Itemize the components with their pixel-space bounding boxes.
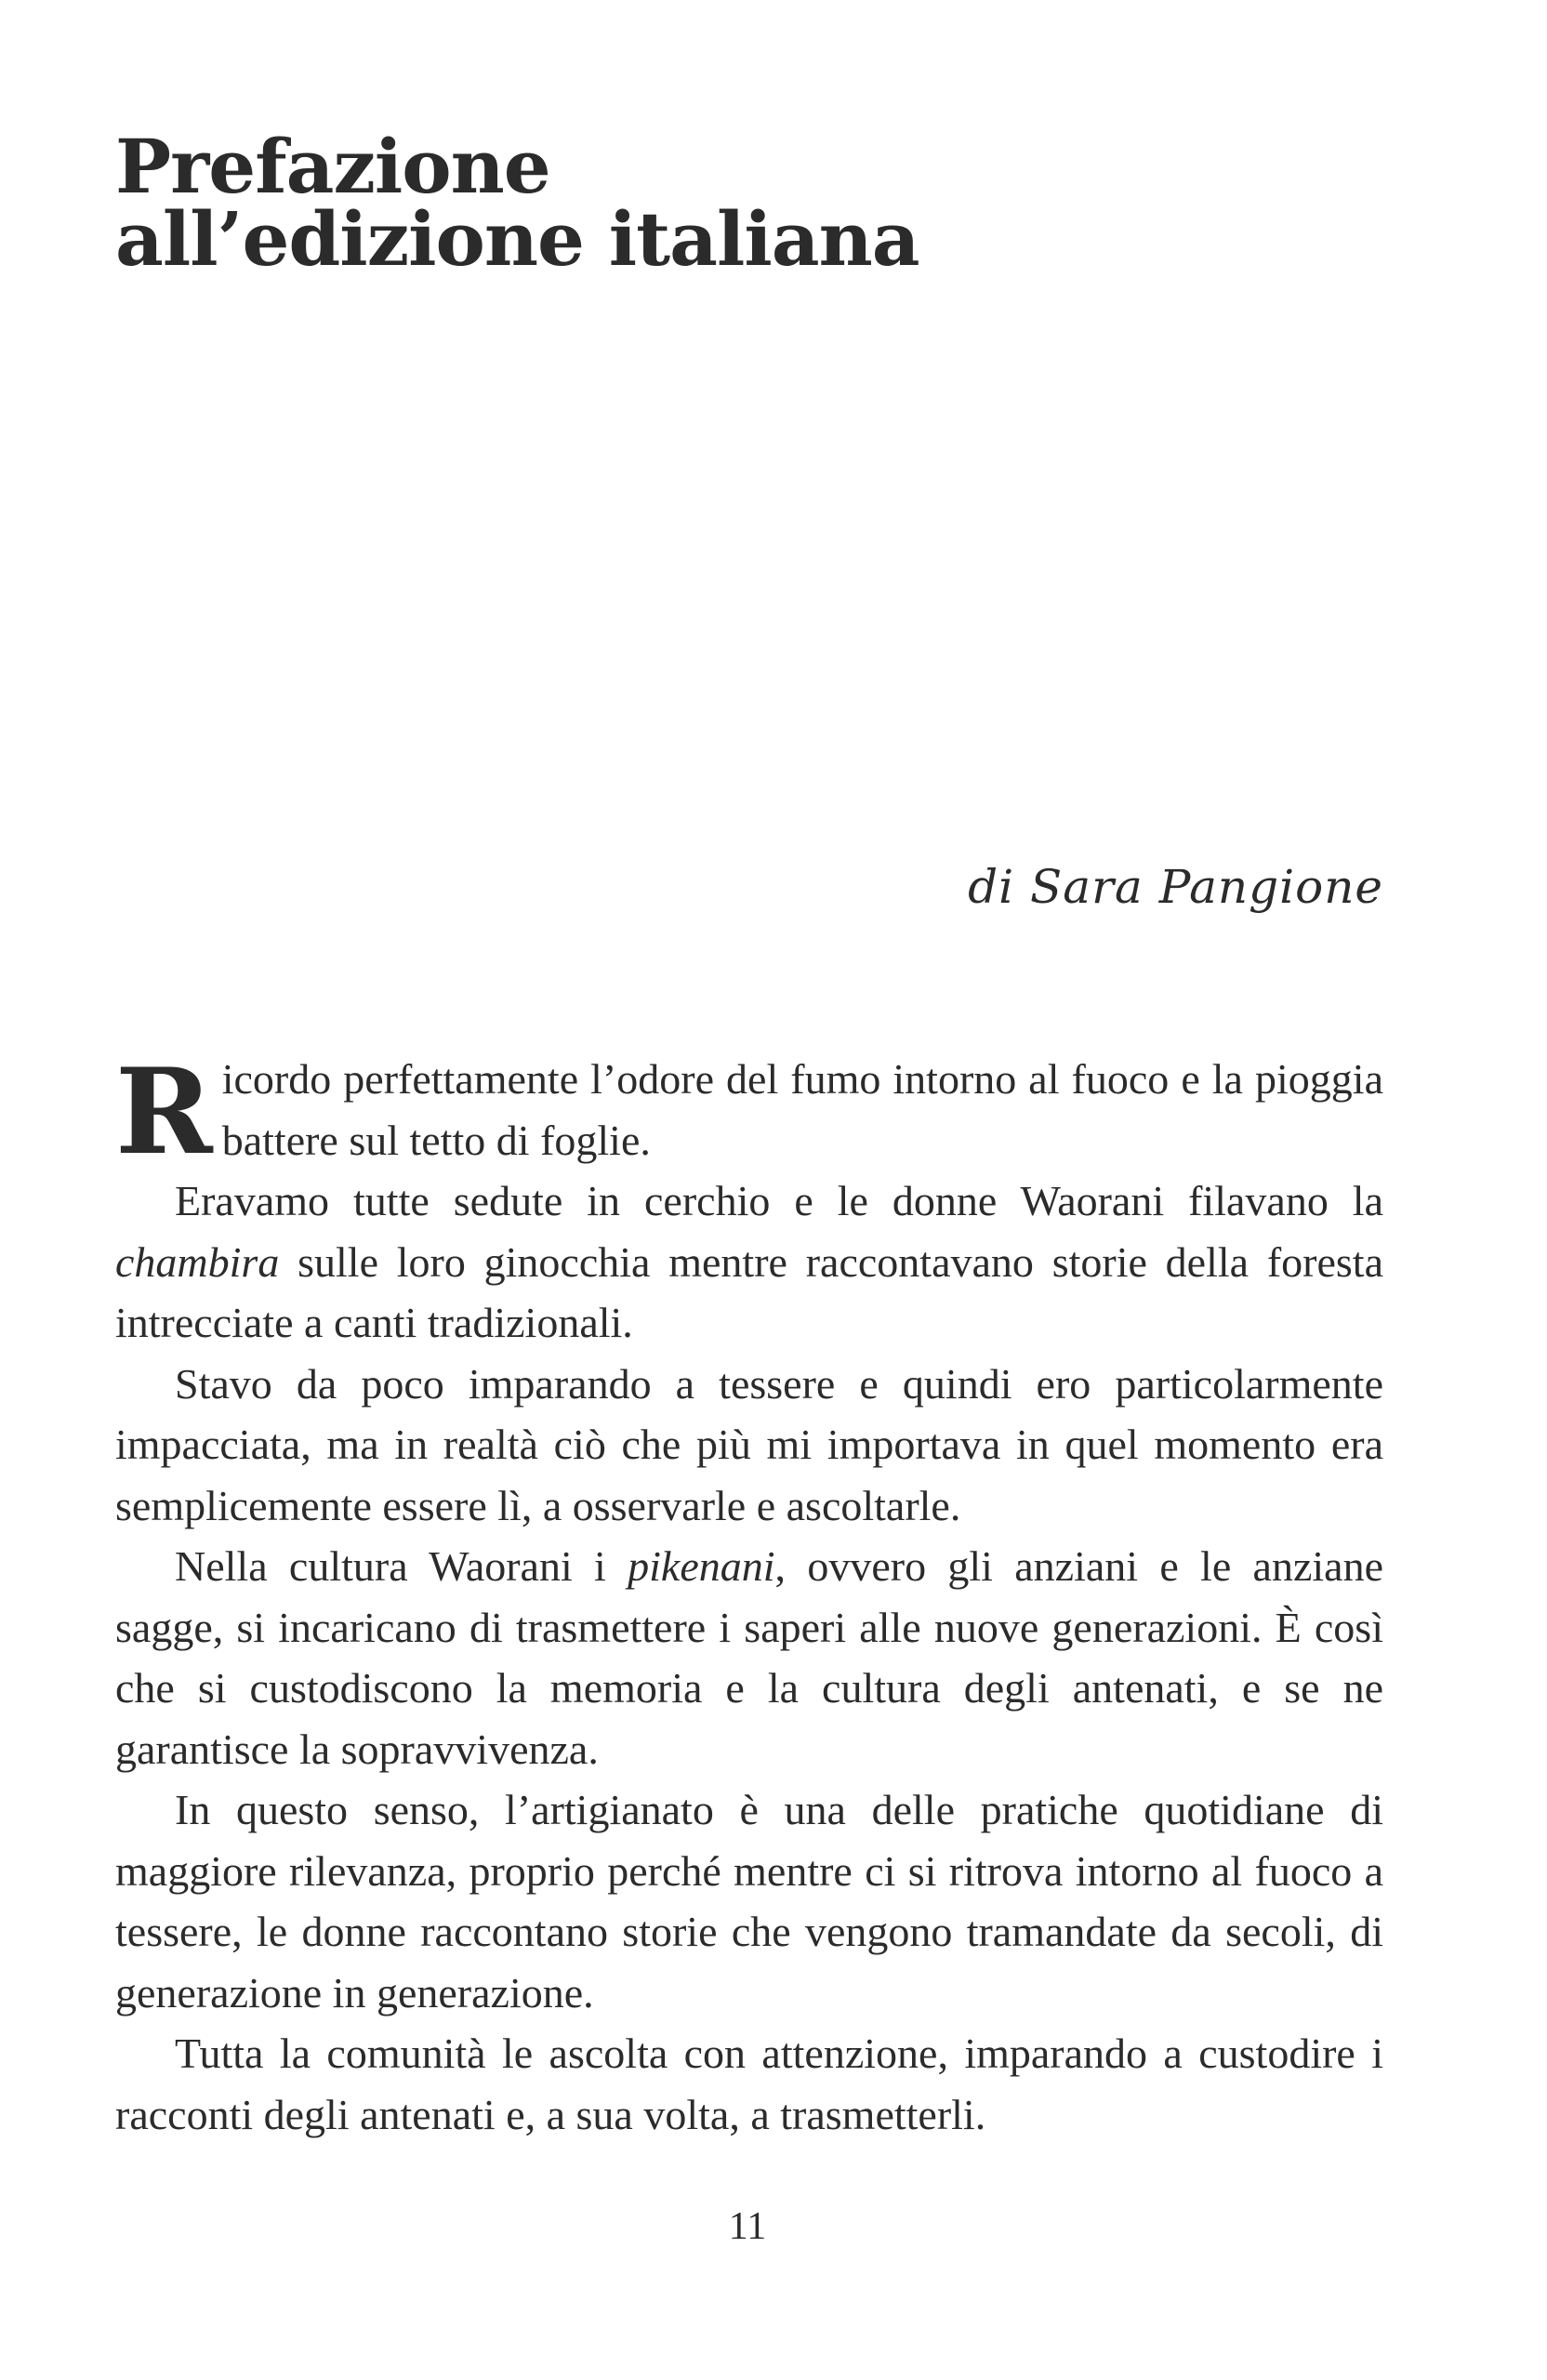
chapter-title xyxy=(115,123,1324,283)
paragraph-1 xyxy=(115,1043,1383,1181)
paragraph-2-text-before: Eravamo tutte sedute in cerchio e le donne Waorani filavano la xyxy=(175,1177,1383,1224)
paragraph-1-text: icordo perfettamente l’odore del fumo intorno al fuoco e la pioggia battere sul tetto di foglie. xyxy=(221,1055,1383,1164)
chapter-title-line-2: all’edizione italiana xyxy=(115,195,919,283)
paragraph-2-italic-term: chambira xyxy=(115,1237,280,1286)
paragraph-5: In questo senso, l’artigianato è una delle pratiche quotidiane di maggiore rilevanza, proprio perché mentre ci si ritrova intorno al fuoco a tessere, le donne raccontano storie che vengono tramandate da secoli, di generazione in generazione. xyxy=(115,1786,1383,2016)
drop-cap: R xyxy=(115,1043,213,1181)
paragraph-4-italic-term: pikenani xyxy=(628,1542,775,1590)
author-byline: di Sara Pangione xyxy=(968,860,1383,914)
paragraph-4 xyxy=(115,1536,1383,1779)
chapter-title-line-1: Prefazione xyxy=(115,123,550,210)
paragraph-3: Stavo da poco imparando a tessere e quindi ero particolarmente impacciata, ma in realtà ciò che più mi importava in quel momento era semplicemente essere lì, a osservarle e ascoltarle. xyxy=(115,1359,1383,1529)
paragraph-4-text-after: , ovvero gli anziani e le anziane sagge, si incaricano di trasmettere i saperi alle nuove generazioni. È così che si custodiscono la memoria e la cultura degli antenati, e se ne garantisce la sopravvivenza. xyxy=(115,1542,1383,1773)
paragraph-4-text-before: Nella cultura Waorani i xyxy=(175,1542,628,1590)
paragraph-2-text-after: sulle loro ginocchia mentre raccontavano storie della foresta intrecciate a canti tradizionali. xyxy=(115,1237,1383,1346)
body-text xyxy=(115,1043,1383,2145)
paragraph-6: Tutta la comunità le ascolta con attenzione, imparando a custodire i racconti degli antenati e, a sua volta, a trasmetterli. xyxy=(115,2030,1383,2138)
paragraph-2 xyxy=(115,1170,1383,1354)
page-number: 11 xyxy=(728,2205,767,2248)
